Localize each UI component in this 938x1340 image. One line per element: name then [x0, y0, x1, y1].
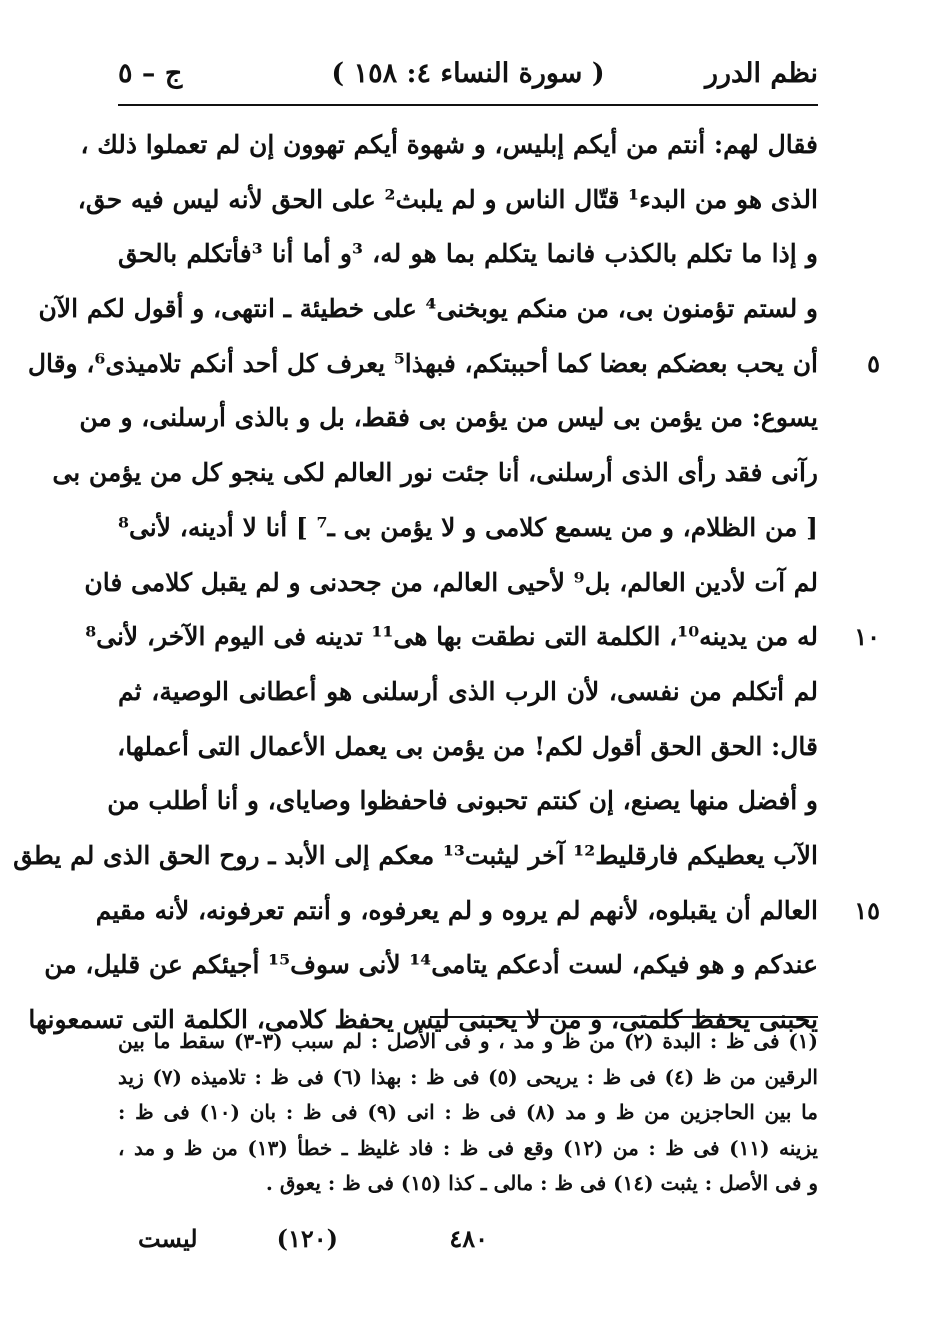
text-line — [44, 938, 818, 993]
line-text: لم أتكلم من نفسى، لأن الرب الذى أرسلنى هو أعطانى الوصية، ثم — [118, 676, 818, 706]
line-text: الذى هو من البدء¹ قتّال الناس و لم يلبث² على الحق لأنه ليس فيه حق، — [77, 184, 818, 214]
line-text: فقال لهم: أنتم من أيكم إبليس، و شهوة أيكم تهوون إن لم تعملوا ذلك ، — [80, 130, 818, 159]
line-text: العالم أن يقبلوه، لأنهم لم يروه و لم يعرفوه، و أنتم تعرفونه، لأنه مقيم — [95, 895, 818, 925]
line-text: قال: الحق الحق أقول لكم! من يؤمن بى يعمل الأعمال التى أعملها، — [117, 731, 818, 761]
line-number: ٥ — [867, 348, 880, 378]
line-text: الآب يعطيكم فارقليط¹² آخر ليثبت¹³ معكم إلى الأبد ـ روح الحق الذى لم يطق — [13, 840, 818, 870]
page-number: ٤٨٠ — [449, 1224, 488, 1253]
line-text: و أفضل منها يصنع، إن كنتم تحبونى فاحفظوا وصاياى، و أنا أطلب من — [107, 786, 818, 816]
text-line — [38, 282, 818, 337]
text-line — [13, 829, 818, 884]
header-rule — [118, 104, 818, 106]
text-line — [118, 227, 818, 282]
footnotes — [118, 1024, 818, 1202]
footnote-line: الرقين من ظ (٤) فى ظ : يريحى (٥) فى ظ : بهذا (٦) فى ظ : تلاميذه (٧) زيد — [118, 1064, 818, 1089]
footnote-line: (١) فى ظ : البدة (٢) من ظ و مد ، و فى الأصل : لم سبب (٣-٣) سقط ما بين — [118, 1029, 819, 1053]
text-line — [95, 884, 880, 939]
sheet-number: (١٢٠) — [276, 1224, 338, 1253]
line-text: [ من الظلام، و من يسمع كلامى و لا يؤمن بى ـ⁷ ] أنا لا أدينه، لأنى⁸ — [118, 512, 818, 542]
text-line — [118, 665, 818, 720]
line-text: لم آت لأدين العالم، بل⁹ لأحيى العالم، من جحدنى و لم يقبل كلامى فان — [84, 567, 818, 597]
main-text — [13, 118, 880, 1048]
text-line — [80, 118, 818, 173]
volume-label: ج – ٥ — [118, 58, 183, 89]
text-line — [77, 173, 818, 228]
text-line — [85, 610, 880, 665]
text-line — [118, 720, 818, 775]
line-text: يسوع: من يؤمن بى ليس من يؤمن بى فقط، بل و بالذى أرسلنى، و من — [79, 403, 818, 433]
line-text: رآنى فقد رأى الذى أرسلنى، أنا جئت نور العالم لكى ينجو كل من يؤمن بى — [52, 458, 818, 488]
text-line — [107, 774, 818, 829]
line-number: ١٥ — [854, 895, 880, 925]
line-text: عندكم و هو فيكم، لست أدعكم يتامى¹⁴ لأنى سوف¹⁵ أجيئكم عن قليل، من — [44, 950, 818, 980]
footnote-line: ما بين الحاجزين من ظ و مد (٨) فى ظ : انى (٩) فى ظ : بان (١٠) فى ظ : — [118, 1100, 818, 1125]
page-footer — [118, 1224, 818, 1258]
running-header — [118, 58, 818, 102]
text-line — [118, 501, 818, 556]
footnote-line: يزينه (١١) فى ظ : من (١٢) وقع فى ظ : فاد غليظ ـ خطأ (١٣) من ظ و مد ، — [118, 1135, 818, 1160]
catchword: ليست — [138, 1224, 198, 1253]
line-text: و لستم تؤمنون بى، من منكم يوبخنى⁴ على خطيئة ـ انتهى، و أقول لكم الآن — [38, 294, 818, 324]
line-text: يحبنى يحفظ كلمتى، و من لا يحبنى ليس يحفظ كلامى، الكلمة التى تسمعونها — [28, 1005, 818, 1034]
line-text: و إذا ما تكلم بالكذب فانما يتكلم بما هو له، ³و أما أنا ³فأتكلم بالحق — [118, 239, 818, 269]
text-line — [84, 556, 818, 611]
text-line — [52, 446, 818, 501]
line-text: أن يحب بعضكم بعضا كما أحببتكم، فبهذا⁵ يعرف كل أحد أنكم تلاميذى⁶، وقال — [27, 348, 818, 378]
line-number: ١٠ — [854, 622, 880, 652]
surah-reference: ( سورة النساء ٤: ١٥٨ ) — [331, 58, 605, 89]
text-line — [27, 337, 880, 392]
line-text: له من يدينه¹⁰، الكلمة التى نطقت بها هى¹¹ تدينه فى اليوم الآخر، لأنى⁸ — [85, 622, 818, 652]
footnote-rule — [430, 1016, 818, 1018]
footnote-line: و فى الأصل : يثبت (١٤) فى ظ : مالى ـ كذا (١٥) فى ظ : يعوق . — [265, 1171, 818, 1196]
book-title: نظم الدرر — [704, 58, 818, 89]
text-line — [79, 391, 818, 446]
